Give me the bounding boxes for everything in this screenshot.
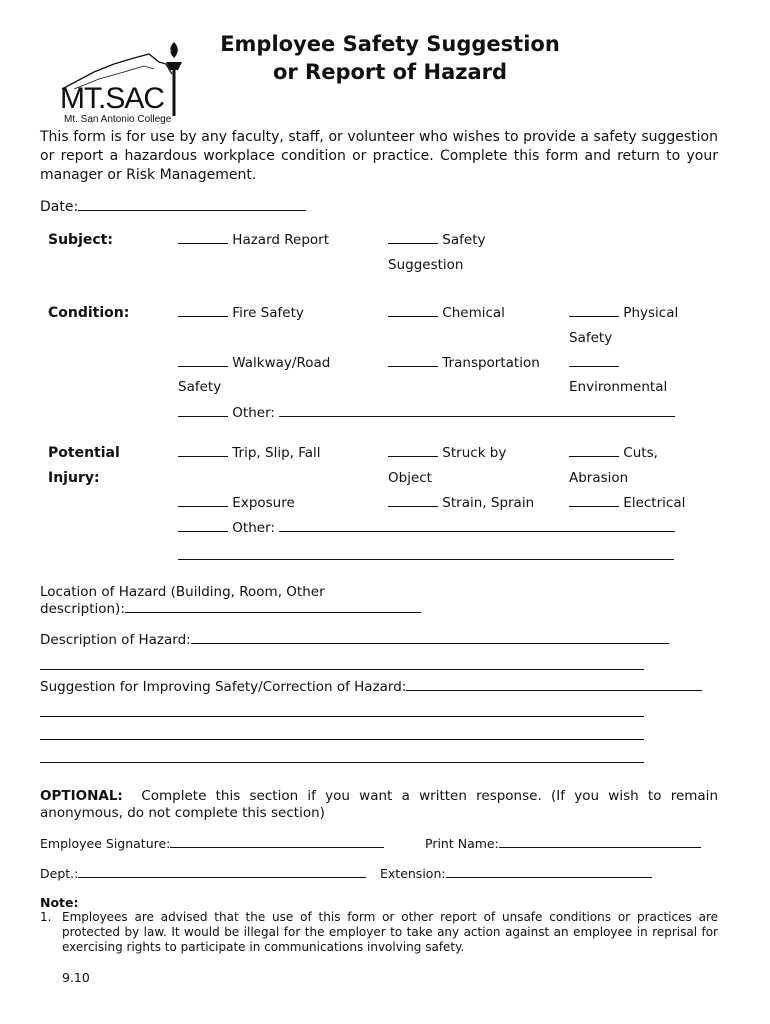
condition-label: Condition: bbox=[48, 305, 130, 321]
checkbox-line[interactable] bbox=[178, 455, 228, 457]
suggestion-label: Suggestion for Improving Safety/Correction of Hazard: bbox=[40, 679, 407, 695]
option-label-wrap: Object bbox=[388, 470, 432, 486]
checkbox-line[interactable] bbox=[178, 530, 228, 532]
dept-field[interactable] bbox=[40, 866, 366, 881]
option-label-wrap: Environmental bbox=[569, 379, 668, 395]
option-label-wrap: Safety bbox=[569, 330, 613, 346]
logo-subtitle: Mt. San Antonio College bbox=[64, 114, 172, 125]
date-line[interactable] bbox=[78, 209, 306, 211]
description-line-2[interactable] bbox=[40, 669, 644, 670]
title-line-1: Employee Safety Suggestion bbox=[220, 32, 560, 56]
injury-strain-sprain[interactable] bbox=[388, 495, 534, 511]
checkbox-line[interactable] bbox=[388, 242, 438, 244]
form-version: 9.10 bbox=[62, 970, 90, 985]
option-label: Physical bbox=[623, 305, 679, 321]
checkbox-line[interactable] bbox=[388, 505, 438, 507]
checkbox-line[interactable] bbox=[388, 365, 438, 367]
option-label: Cuts, bbox=[623, 445, 658, 461]
extension-line[interactable] bbox=[446, 876, 652, 878]
intro-paragraph: This form is for use by any faculty, staff, or volunteer who wishes to provide a safety suggestion or report a hazardous workplace condition or practice. Complete this form and return to your manager or Risk Management. bbox=[40, 129, 718, 183]
description-label: Description of Hazard: bbox=[40, 632, 191, 648]
extension-label: Extension: bbox=[380, 866, 446, 881]
location-label-2: description): bbox=[40, 601, 125, 617]
suggestion-line-2[interactable] bbox=[40, 716, 644, 717]
checkbox-line[interactable] bbox=[569, 365, 619, 367]
date-label: Date: bbox=[40, 199, 79, 215]
option-label-wrap: Suggestion bbox=[388, 257, 464, 273]
option-label: Other: bbox=[232, 520, 275, 536]
option-label: Hazard Report bbox=[232, 232, 330, 248]
checkbox-line[interactable] bbox=[178, 365, 228, 367]
checkbox-line[interactable] bbox=[388, 455, 438, 457]
option-label: Chemical bbox=[442, 305, 505, 321]
option-label: Safety bbox=[442, 232, 486, 248]
print-name-field[interactable] bbox=[425, 836, 701, 851]
signature-field[interactable] bbox=[40, 836, 384, 851]
option-label: Other: bbox=[232, 405, 275, 421]
note-number: 1. bbox=[40, 910, 52, 924]
injury-other-line-2[interactable] bbox=[178, 559, 674, 560]
location-label-1: Location of Hazard (Building, Room, Other bbox=[40, 584, 325, 600]
page-title bbox=[180, 30, 600, 86]
option-label-wrap: Abrasion bbox=[569, 470, 629, 486]
injury-electrical[interactable] bbox=[569, 495, 685, 511]
injury-trip-slip-fall[interactable] bbox=[178, 445, 321, 461]
subject-hazard-report[interactable] bbox=[178, 232, 329, 248]
condition-walkway-road[interactable] bbox=[178, 355, 330, 371]
suggestion-line-3[interactable] bbox=[40, 739, 644, 740]
title-line-2: or Report of Hazard bbox=[272, 60, 508, 84]
option-label: Trip, Slip, Fall bbox=[232, 445, 321, 461]
location-field[interactable] bbox=[40, 601, 421, 617]
dept-line[interactable] bbox=[78, 876, 366, 878]
subject-safety-suggestion[interactable] bbox=[388, 232, 485, 248]
extension-field[interactable] bbox=[380, 866, 652, 881]
injury-other[interactable] bbox=[178, 520, 675, 536]
checkbox-line[interactable] bbox=[178, 315, 228, 317]
logo-name: MT.SAC bbox=[60, 82, 165, 115]
print-name-label: Print Name: bbox=[425, 836, 499, 851]
option-label-wrap: Safety bbox=[178, 379, 222, 395]
option-label: Electrical bbox=[623, 495, 686, 511]
signature-label: Employee Signature: bbox=[40, 836, 171, 851]
signature-line[interactable] bbox=[170, 846, 384, 848]
condition-transportation[interactable] bbox=[388, 355, 540, 371]
option-label: Exposure bbox=[232, 495, 295, 511]
condition-chemical[interactable] bbox=[388, 305, 505, 321]
option-label: Transportation bbox=[442, 355, 540, 371]
dept-label: Dept.: bbox=[40, 866, 79, 881]
option-label: Walkway/Road bbox=[232, 355, 331, 371]
suggestion-line-4[interactable] bbox=[40, 762, 644, 763]
date-field[interactable] bbox=[40, 199, 306, 215]
description-line[interactable] bbox=[191, 642, 669, 644]
checkbox-line[interactable] bbox=[178, 505, 228, 507]
checkbox-line[interactable] bbox=[178, 415, 228, 417]
note-item bbox=[40, 910, 718, 955]
note-text: Employees are advised that the use of this form or other report of unsafe conditions or practices are protected by law. It would be illegal for the employer to take any action against an employee in reprisal for exercising rights to participate in communications involving safety. bbox=[62, 910, 718, 954]
optional-section bbox=[40, 788, 718, 822]
option-label: Fire Safety bbox=[232, 305, 304, 321]
location-line[interactable] bbox=[125, 611, 421, 613]
option-label: Strain, Sprain bbox=[442, 495, 535, 511]
other-line[interactable] bbox=[279, 530, 675, 532]
suggestion-line[interactable] bbox=[406, 689, 702, 691]
checkbox-line[interactable] bbox=[569, 455, 619, 457]
injury-exposure[interactable] bbox=[178, 495, 295, 511]
optional-text: Complete this section if you want a written response. (If you wish to remain anonymous, do not complete this section) bbox=[40, 788, 718, 821]
checkbox-line[interactable] bbox=[178, 242, 228, 244]
condition-environmental[interactable] bbox=[569, 355, 619, 371]
condition-other[interactable] bbox=[178, 405, 675, 421]
subject-label: Subject: bbox=[48, 232, 113, 248]
description-field[interactable] bbox=[40, 632, 669, 648]
suggestion-field[interactable] bbox=[40, 679, 702, 695]
checkbox-line[interactable] bbox=[569, 315, 619, 317]
injury-struck-by-object[interactable] bbox=[388, 445, 506, 461]
optional-label: OPTIONAL: bbox=[40, 788, 123, 804]
checkbox-line[interactable] bbox=[388, 315, 438, 317]
injury-label-2: Injury: bbox=[48, 470, 100, 486]
note-label: Note: bbox=[40, 895, 79, 910]
injury-cuts-abrasion[interactable] bbox=[569, 445, 658, 461]
condition-fire-safety[interactable] bbox=[178, 305, 304, 321]
checkbox-line[interactable] bbox=[569, 505, 619, 507]
injury-label-1: Potential bbox=[48, 445, 120, 461]
condition-physical-safety[interactable] bbox=[569, 305, 678, 321]
option-label: Struck by bbox=[442, 445, 507, 461]
other-line[interactable] bbox=[279, 415, 675, 417]
print-name-line[interactable] bbox=[499, 846, 701, 848]
